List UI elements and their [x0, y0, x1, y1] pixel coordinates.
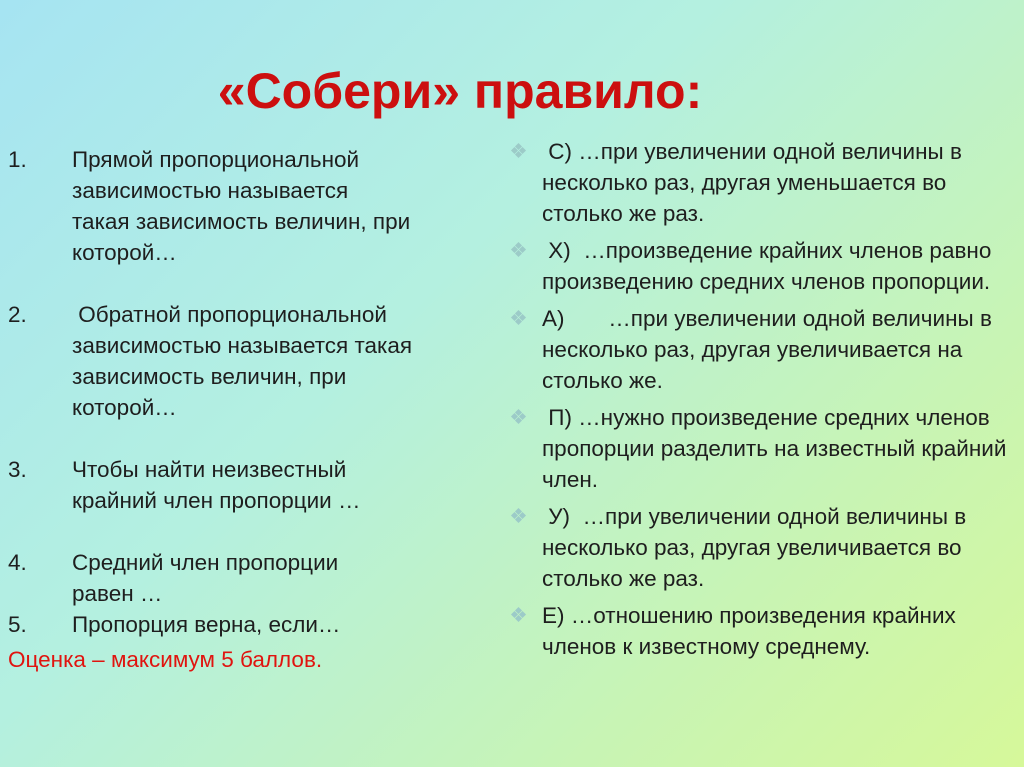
score-note: Оценка – максимум 5 баллов.	[8, 647, 323, 672]
item-text: Обратной пропорциональной зависимостью называется такая зависимость величин, при которой…	[72, 302, 419, 420]
diamond-bullet-icon	[512, 509, 526, 523]
item-text: Е) …отношению произведения крайних членов к известному среднему.	[542, 603, 963, 659]
item-text: Прямой пропорциональной зависимостью называется такая зависимость величин, при которой…	[72, 147, 411, 265]
diamond-bullet-icon	[512, 144, 526, 158]
slide-title: «Собери» правило:	[217, 63, 703, 119]
item-number: 4.	[8, 550, 27, 575]
item-number: 2.	[8, 302, 27, 327]
diamond-bullet-icon	[512, 311, 526, 325]
diamond-bullet-icon	[512, 608, 526, 622]
item-text: Чтобы найти неизвестный крайний член пропорции …	[72, 457, 361, 513]
diamond-bullet-icon	[512, 410, 526, 424]
rules-list	[8, 144, 478, 675]
item-number: 5.	[8, 612, 27, 637]
answers-list	[510, 136, 1020, 668]
item-text: А) …при увеличении одной величины в несколько раз, другая увеличивается на столько же.	[542, 306, 999, 393]
list-item	[510, 303, 1020, 396]
list-item	[510, 501, 1020, 594]
diamond-bullet-icon	[512, 243, 526, 257]
item-text: Средний член пропорции равен …	[72, 550, 339, 606]
list-item	[8, 299, 478, 423]
item-number: 3.	[8, 457, 27, 482]
list-item	[510, 600, 1020, 662]
list-item	[8, 609, 478, 640]
item-text: Пропорция верна, если…	[72, 612, 341, 637]
list-item	[8, 547, 478, 609]
item-text: П) …нужно произведение средних членов пропорции разделить на известный крайний член.	[542, 405, 1013, 492]
list-item	[8, 144, 478, 268]
item-text: Х) …произведение крайних членов равно произведению средних членов пропорции.	[542, 238, 998, 294]
item-text: С) …при увеличении одной величины в несколько раз, другая уменьшается во столько же раз.	[542, 139, 969, 226]
list-item	[510, 235, 1020, 297]
list-item	[8, 454, 478, 516]
list-item	[510, 136, 1020, 229]
list-item	[510, 402, 1020, 495]
item-number: 1.	[8, 147, 27, 172]
item-text: У) …при увеличении одной величины в несколько раз, другая увеличивается во столько же раз.	[542, 504, 973, 591]
